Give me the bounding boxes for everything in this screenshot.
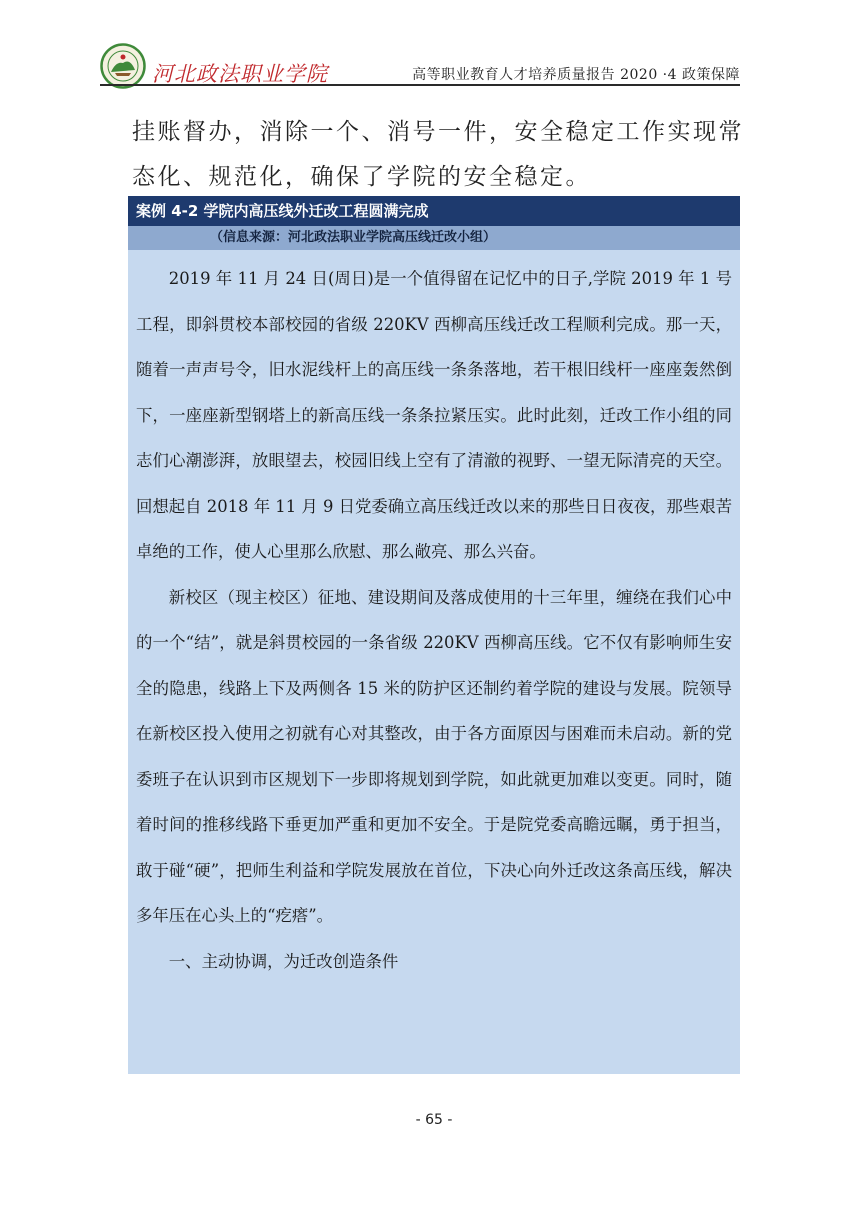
- case-paragraph-1: 2019 年 11 月 24 日(周日)是一个值得留在记忆中的日子,学院 2019 年 1 号工程，即斜贯校本部校园的省级 220KV 西柳高压线迁改工程顺利完成。那一天，随着一声声号令，旧水泥线杆上的高压线一条条落地，若干根旧线杆一座座轰然倒下，一座座新型钢塔上的新高压线一条条拉紧压实。此时此刻，迁改工作小组的同志们心潮澎湃，放眼望去，校园旧线上空有了清澈的视野、一望无际清亮的天空。回想起自 2018 年 11 月 9 日党委确立高压线迁改以来的那些日日夜夜，那些艰苦卓绝的工作，使人心里那么欣慰、那么敞亮、那么兴奋。: [136, 269, 732, 561]
- school-name: 河北政法职业学院: [152, 62, 328, 86]
- college-seal-logo-icon: [100, 43, 146, 89]
- case-subheading: 一、主动协调，为迁改创造条件: [168, 951, 399, 971]
- case-study-box: [128, 196, 740, 1074]
- case-paragraph-2: 新校区（现主校区）征地、建设期间及落成使用的十三年里，缠绕在我们心中的一个“结”，就是斜贯校园的一条省级 220KV 西柳高压线。它不仅有影响师生安全的隐患，线路上下及两侧各 15 米的防护区还制约着学院的建设与发展。院领导在新校区投入使用之初就有心对其整改，由于各方面原因与困难而未启动。新的党委班子在认识到市区规划下一步即将规划到学院，如此就更加难以变更。同时，随着时间的推移线路下垂更加严重和更加不安全。于是院党委高瞻远瞩，勇于担当，敢于碰“硬”，把师生利益和学院发展放在首位，下决心向外迁改这条高压线，解决多年压在心头上的“疙瘩”。: [136, 587, 732, 925]
- page-header: [100, 38, 740, 88]
- page-number: - 65 -: [415, 1112, 453, 1128]
- case-source: （信息来源：河北政法职业学院高压线迁改小组）: [128, 226, 740, 250]
- case-title: 案例 4-2 学院内高压线外迁改工程圆满完成: [128, 196, 740, 226]
- report-title: 高等职业教育人才培养质量报告 2020 ·4 政策保障: [412, 67, 740, 83]
- header-divider: [100, 84, 740, 86]
- intro-paragraph: 挂账督办，消除一个、消号一件，安全稳定工作实现常态化、规范化，确保了学院的安全稳定。: [132, 119, 744, 190]
- case-body: [136, 256, 732, 984]
